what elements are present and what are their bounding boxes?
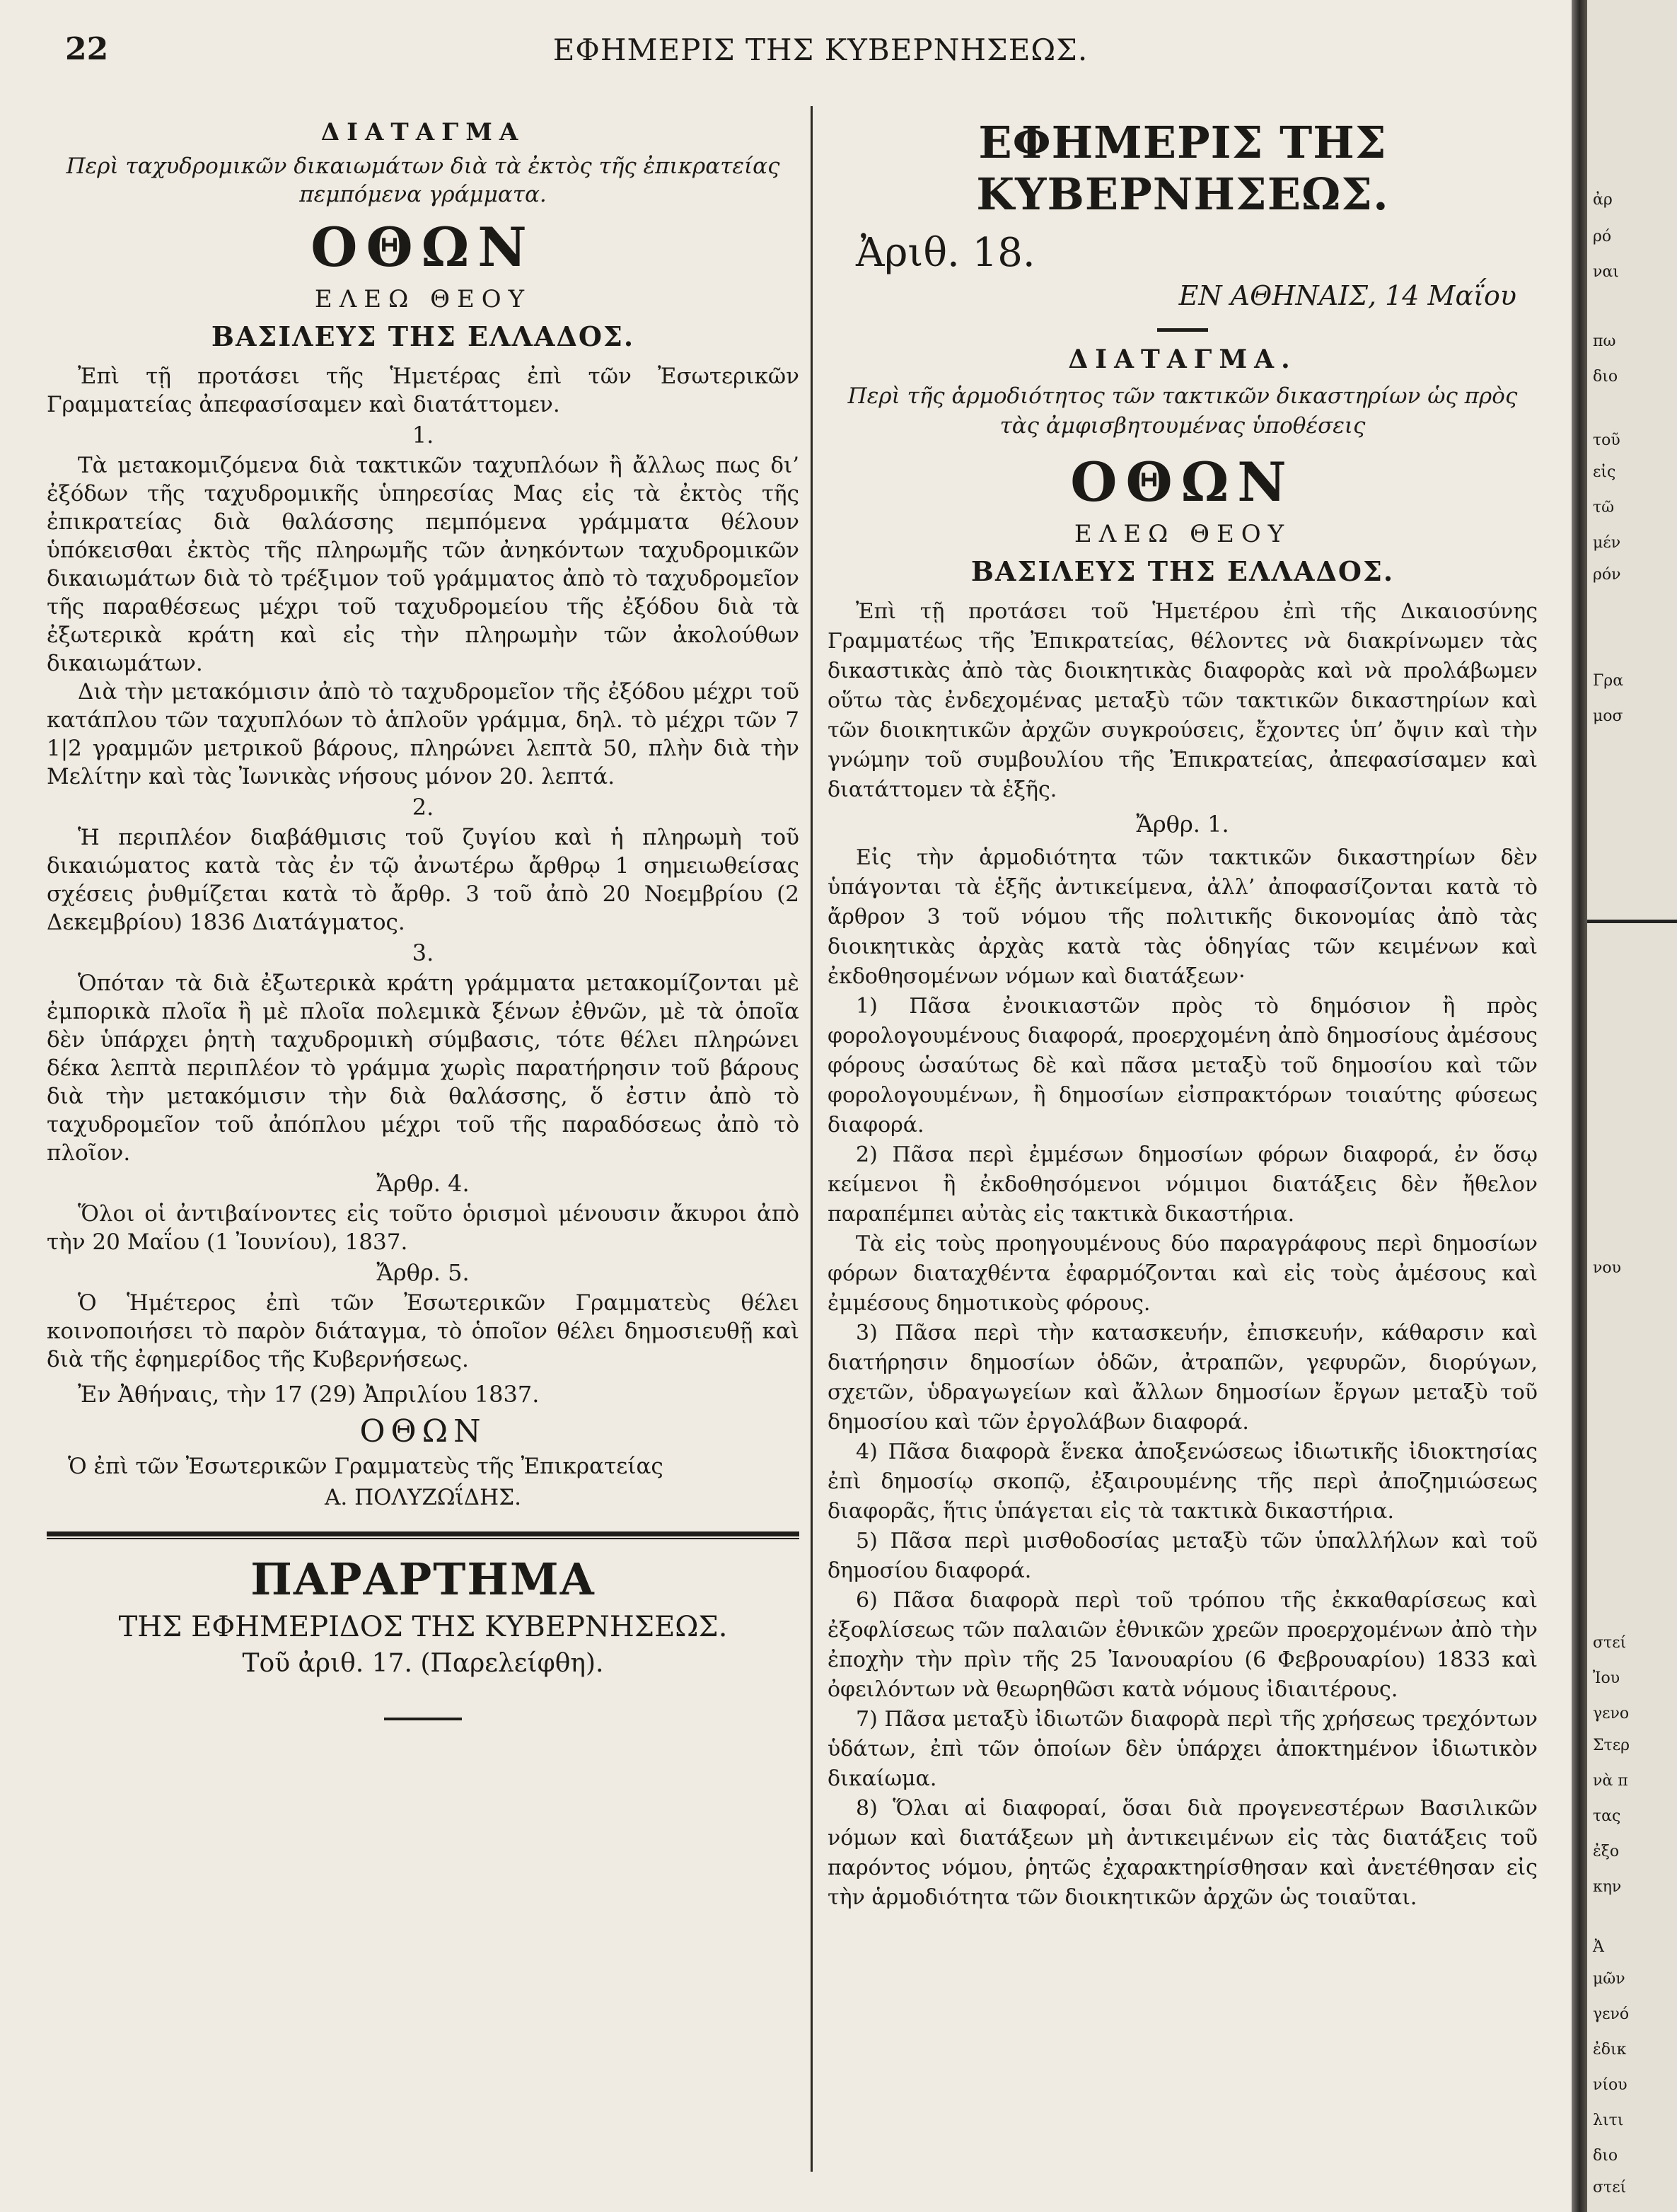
next-page-fragment: νου bbox=[1593, 1259, 1621, 1277]
next-page-fragment: ἐξο bbox=[1593, 1843, 1620, 1860]
decree-preamble: Ἐπὶ τῇ προτάσει τῆς Ἡμετέρας ἐπὶ τῶν Ἐσωτερικῶν Γραμματείας ἀπεφασίσαμεν καὶ διατάττομεν. bbox=[47, 364, 799, 417]
book-spine bbox=[1572, 0, 1587, 2212]
article-number: Ἄρθρ. 4. bbox=[376, 1170, 470, 1197]
next-page-fragment: γενό bbox=[1593, 2005, 1630, 2023]
decree-subject: Περὶ ταχυδρομικῶν δικαιωμάτων διὰ τὰ ἐκτὸς τῆς ἐπικρατείας πεμπόμενα γράμματα. bbox=[66, 154, 780, 207]
next-page-fragment: μέν bbox=[1593, 534, 1621, 552]
next-page-fragment: κην bbox=[1593, 1878, 1622, 1896]
dash-rule bbox=[1157, 328, 1208, 332]
end-rule bbox=[384, 1718, 462, 1720]
next-page-fragment: γενο bbox=[1593, 1705, 1630, 1722]
appendix-title: ΠΑΡΑΡΤΗΜΑ bbox=[250, 1553, 596, 1605]
next-page-fragment: νίου bbox=[1593, 2076, 1627, 2094]
article-number: Ἄρθρ. 5. bbox=[376, 1259, 470, 1286]
article-number: 2. bbox=[412, 794, 434, 821]
decree-subject: Περὶ τῆς ἁρμοδιότητος τῶν τακτικῶν δικαστηρίων ὡς πρὸς τὰς ἀμφισβητουμένας ὑποθέσεις bbox=[847, 383, 1518, 439]
newspaper-masthead: ΕΦΗΜΕΡΙΣ ΤΗΣ ΚΥΒΕΡΝΗΣΕΩΣ. bbox=[976, 117, 1389, 220]
article-text: Ἡ περιπλέον διαβάθμισις τοῦ ζυγίου καὶ ἡ πληρωμὴ τοῦ δικαιώματος κατὰ τὰς ἐν τῷ ἀνωτέρω ἄρθρῳ 1 σημειωθείσας σχέσεις ῥυθμίζεται κατὰ τὸ ἄρθρ. 3 τοῦ ἀπὸ 20 Νοεμβρίου (2 Δεκεμβρίου) 1836 Διατάγματος. bbox=[47, 825, 799, 935]
grace-of-god: ΕΛΕΩ ΘΕΟΥ bbox=[1074, 520, 1292, 548]
next-page-fragment: ἐδικ bbox=[1593, 2041, 1627, 2058]
next-page-fragment: τῶ bbox=[1593, 499, 1615, 516]
signature-name: Α. ΠΟΛΥΖΩΐΔΗΣ. bbox=[325, 1485, 521, 1510]
appendix-note: Τοῦ ἀριθ. 17. (Παρελείφθη). bbox=[242, 1649, 604, 1678]
article-text: Τὰ μετακομιζόμενα διὰ τακτικῶν ταχυπλόων ἢ ἄλλως πως δι’ ἐξόδων τῆς ταχυδρομικῆς ὑπηρεσίας Μας εἰς τὰ ἐκτὸς τῆς ἐπικρατείας διὰ θαλάσσης πεμπόμενα γράμματα θέλουν ὑπόκεισθαι ἐκτὸς τῆς πληρωμῆς τῶν ἀνηκόντων ταχυδρομικῶν δικαιωμάτων διὰ τὸ τρέξιμον τοῦ γράμματος ἀπὸ τὸ ταχυδρομεῖον τῆς παραθέσεως μέχρι τοῦ ταχυδρομείου τῆς ἐξόδου διὰ τὰ ἐξωτερικὰ κράτη καὶ εἰς τὴν πληρωμὴν τῶν ἀκολούθων δικαιωμάτων. bbox=[47, 453, 799, 676]
appendix-subtitle: ΤΗΣ ΕΦΗΜΕΡΙΔΟΣ ΤΗΣ ΚΥΒΕΡΝΗΣΕΩΣ. bbox=[118, 1611, 728, 1643]
next-page-fragment: τοῦ bbox=[1593, 432, 1620, 449]
next-page-fragment: πω bbox=[1593, 332, 1616, 350]
next-page-edge bbox=[1587, 0, 1677, 2212]
list-item: 7) Πᾶσα μεταξὺ ἰδιωτῶν διαφορὰ περὶ τῆς χρήσεως τρεχόντων ὑδάτων, ἐπὶ τῶν ὁποίων δὲν ὑπάρχει ἀποκτημένον ἰδιωτικὸν δικαίωμα. bbox=[828, 1707, 1538, 1791]
decree-title: ΔΙΑΤΑΓΜΑ. bbox=[1068, 344, 1297, 374]
grace-of-god: ΕΛΕΩ ΘΕΟΥ bbox=[314, 285, 532, 313]
next-page-rule bbox=[1587, 920, 1677, 923]
running-title: ΕΦΗΜΕΡΙΣ ΤΗΣ ΚΥΒΕΡΝΗΣΕΩΣ. bbox=[552, 33, 1089, 67]
article-number: Ἄρθρ. 1. bbox=[1136, 811, 1229, 838]
list-item: 8) Ὅλαι αἱ διαφοραί, ὅσαι διὰ προγενεστέρων Βασιλικῶν νόμων καὶ διατάξεων μὴ ἀντικειμένων εἰς τὰς διατάξεις τοῦ παρόντος νόμου, ῥητῶς ἐχαρακτηρίσθησαν καὶ ἀνετέθησαν εἰς τὴν ἁρμοδιότητα τῶν διοικητικῶν ἀρχῶν ὡς τοιαῦται. bbox=[828, 1796, 1538, 1910]
next-page-fragment: στεί bbox=[1593, 1634, 1627, 1652]
next-page-fragment: εἰς bbox=[1593, 463, 1616, 481]
section-rule bbox=[47, 1531, 799, 1536]
next-page-fragment: Ἰου bbox=[1593, 1669, 1620, 1687]
article-number: 1. bbox=[412, 422, 434, 448]
king-title: ΒΑΣΙΛΕΥΣ ΤΗΣ ΕΛΛΑΔΟΣ. bbox=[970, 555, 1395, 587]
next-page-fragment: ρόν bbox=[1593, 566, 1621, 584]
next-page-fragment: ἀρ bbox=[1593, 191, 1613, 209]
issue-number: Ἀριθ. 18. bbox=[856, 230, 1035, 276]
next-page-fragment: μῶν bbox=[1593, 1970, 1625, 1988]
next-page-fragment: ναι bbox=[1593, 263, 1619, 281]
next-page-fragment: διο bbox=[1593, 368, 1618, 386]
next-page-fragment: Γρα bbox=[1593, 672, 1624, 690]
next-page-fragment: διο bbox=[1593, 2147, 1618, 2165]
article-text: Ὁ Ἡμέτερος ἐπὶ τῶν Ἐσωτερικῶν Γραμματεὺς θέλει κοινοποιήσει τὸ παρὸν διάταγμα, τὸ ὁποῖον θέλει δημοσιευθῇ καὶ διὰ τῆς ἐφημερίδος τῆς Κυβερνήσεως. bbox=[47, 1290, 799, 1372]
decree-title: ΔΙΑΤΑΓΜΑ bbox=[320, 118, 526, 146]
list-item: 2) Πᾶσα περὶ ἐμμέσων δημοσίων φόρων διαφορά, ἐν ὅσῳ κείμενοι ἢ ἐκδοθησόμενοι νόμιμοι διατάξεις δὲν ἤθελον παραπέμπει αὐτὰς εἰς τακτικὰ δικαστήρια. bbox=[828, 1142, 1538, 1227]
signature-king: ΟΘΩΝ bbox=[359, 1413, 487, 1449]
list-item: 3) Πᾶσα περὶ τὴν κατασκευήν, ἐπισκευήν, κάθαρσιν καὶ διατήρησιν δημοσίων ὁδῶν, ἀτραπῶν, γεφυρῶν, διορύγων, σχετῶν, ὑδραγωγείων καὶ ἄλλων δημοσίων ἔργων μεταξὺ τοῦ δημοσίου καὶ τῶν ἐργολάβων διαφορά. bbox=[828, 1321, 1538, 1435]
next-page-fragment: Στερ bbox=[1593, 1737, 1630, 1754]
article-text: Διὰ τὴν μετακόμισιν ἀπὸ τὸ ταχυδρομεῖον τῆς ἐξόδου μέχρι τοῦ κατάπλου τῶν ταχυπλόων τὸ ἁπλοῦν γράμμα, δηλ. τὸ μέχρι τῶν 7 1|2 γραμμῶν μετρικοῦ βάρους, πληρώνει λεπτὰ 50, πλὴν διὰ τὴν Μελίτην καὶ τὰς Ἰωνικὰς νήσους μόνον 20. λεπτά. bbox=[47, 679, 799, 789]
page-number: 22 bbox=[65, 31, 109, 67]
left-column bbox=[47, 110, 799, 1720]
article-text: Ὅλοι οἱ ἀντιβαίνοντες εἰς τοῦτο ὁρισμοὶ μένουσιν ἄκυροι ἀπὸ τὴν 20 Μαΐου (1 Ἰουνίου), 1837. bbox=[47, 1201, 799, 1255]
list-item: Τὰ εἰς τοὺς προηγουμένους δύο παραγράφους περὶ δημοσίων φόρων διαταχθέντα ἐφαρμόζονται καὶ εἰς τοὺς ἀμέσους καὶ ἐμμέσους δημοτικοὺς φόρους. bbox=[828, 1232, 1538, 1316]
next-page-fragment: λιτι bbox=[1593, 2112, 1624, 2129]
next-page-fragment: νὰ π bbox=[1593, 1772, 1628, 1790]
list-item: 6) Πᾶσα διαφορὰ περὶ τοῦ τρόπου τῆς ἐκκαθαρίσεως καὶ ἐξοφλίσεως τῶν παλαιῶν ἐθνικῶν χρεῶν προερχομένων ἀπὸ τὴν ἐποχὴν τὴν πρὶν τῆς 25 Ἰανουαρίου (6 Φεβρουαρίου) 1833 καὶ ὀφειλόντων νὰ θεωρηθῶσι κατὰ νόμους ἰδιαιτέρους. bbox=[828, 1588, 1538, 1702]
next-page-fragment: Ἀ bbox=[1593, 1938, 1604, 1956]
king-title: ΒΑΣΙΛΕΥΣ ΤΗΣ ΕΛΛΑΔΟΣ. bbox=[211, 320, 635, 352]
decree-preamble: Ἐπὶ τῇ προτάσει τοῦ Ἡμετέρου ἐπὶ τῆς Δικαιοσύνης Γραμματέως τῆς Ἐπικρατείας, θέλοντες νὰ διακρίνωμεν τὰς δικαστικὰς ἀπὸ τὰς διοικητικὰς διαφορὰς καὶ νὰ προλάβωμεν οὕτω τὰς ἐνδεχομένας μεταξὺ τῶν τακτικῶν δικαστηρίων καὶ τῶν διοικητικῶν ἀρχῶν συγκρούσεις, ἔχοντες ὑπ’ ὄψιν καὶ τὴν γνώμην τοῦ συμβουλίου τῆς Ἐπικρατείας, ἀπεφασίσαμεν καὶ διατάττομεν τὰ ἑξῆς. bbox=[828, 599, 1538, 802]
issue-dateline: ΕΝ ΑΘΗΝΑΙΣ, 14 Μαΐου bbox=[1178, 280, 1516, 311]
signature-role: Ὁ ἐπὶ τῶν Ἐσωτερικῶν Γραμματεὺς τῆς Ἐπικρατείας bbox=[68, 1454, 663, 1479]
king-name: ΟΘΩΝ bbox=[1070, 451, 1295, 514]
next-page-fragment: ρό bbox=[1593, 228, 1612, 245]
column-divider bbox=[811, 106, 813, 2172]
next-page-fragment: τας bbox=[1593, 1807, 1621, 1825]
article-text: Ὁπόταν τὰ διὰ ἐξωτερικὰ κράτη γράμματα μετακομίζονται μὲ ἐμπορικὰ πλοῖα ἢ μὲ πλοῖα πολεμικὰ ξένων ἐθνῶν, μὲ τὰ ὁποῖα δὲν ὑπάρχει ῥητὴ ταχυδρομικὴ σύμβασις, τότε θέλει πληρώνει δέκα λεπτὰ περιπλέον τὸ γράμμα χωρὶς παρατήρησιν τοῦ βάρους διὰ τὴν μετακόμισιν τὴν διὰ θαλάσσης, ὅ ἐστιν ἀπὸ τὸ ταχυδρομεῖον τοῦ ἀπόπλου μέχρι τοῦ τῆς παραδόσεως ἀπὸ τὸ πλοῖον. bbox=[47, 971, 799, 1166]
article-text: Εἰς τὴν ἁρμοδιότητα τῶν τακτικῶν δικαστηρίων δὲν ὑπάγονται τὰ ἑξῆς ἀντικείμενα, ἀλλ’ ἀποφασίζονται κατὰ τὸ ἄρθρον 3 τοῦ νόμου τῆς πολιτικῆς δικονομίας ἀπὸ τὰς διοικητικὰς ἀρχὰς κατὰ τὰς ὁδηγίας τῶν κειμένων καὶ ἐκδοθησομένων νόμων καὶ διατάξεων· bbox=[828, 845, 1538, 989]
next-page-fragment: μοσ bbox=[1593, 707, 1623, 725]
next-page-fragment: στεί bbox=[1593, 2179, 1627, 2196]
list-item: 4) Πᾶσα διαφορὰ ἕνεκα ἀποξενώσεως ἰδιωτικῆς ἰδιοκτησίας ἐπὶ δημοσίῳ σκοπῷ, ἐξαιρουμένης τῆς περὶ ἀποζημιώσεως διαφορᾶς, ἥτις ὑπάγεται εἰς τὰ τακτικὰ δικαστήρια. bbox=[828, 1440, 1538, 1524]
right-column bbox=[828, 110, 1538, 1913]
article-number: 3. bbox=[412, 939, 434, 966]
list-item: 1) Πᾶσα ἐνοικιαστῶν πρὸς τὸ δημόσιον ἢ πρὸς φορολογουμένους διαφορά, προερχομένη ἀπὸ δημοσίους ἀμέσους φόρους ὡσαύτως δὲ καὶ πᾶσα μεταξὺ τοῦ δημοσίου καὶ τῶν φορολογουμένων, ἢ δημοσίων εἰσπρακτόρων τοιαύτης φύσεως διαφορά. bbox=[828, 994, 1538, 1137]
list-item: 5) Πᾶσα περὶ μισθοδοσίας μεταξὺ τῶν ὑπαλλήλων καὶ τοῦ δημοσίου διαφορά. bbox=[828, 1529, 1538, 1583]
decree-date: Ἐν Ἀθήναις, τὴν 17 (29) Ἀπριλίου 1837. bbox=[78, 1381, 540, 1408]
king-name: ΟΘΩΝ bbox=[311, 216, 535, 279]
section-rule bbox=[47, 1538, 799, 1539]
